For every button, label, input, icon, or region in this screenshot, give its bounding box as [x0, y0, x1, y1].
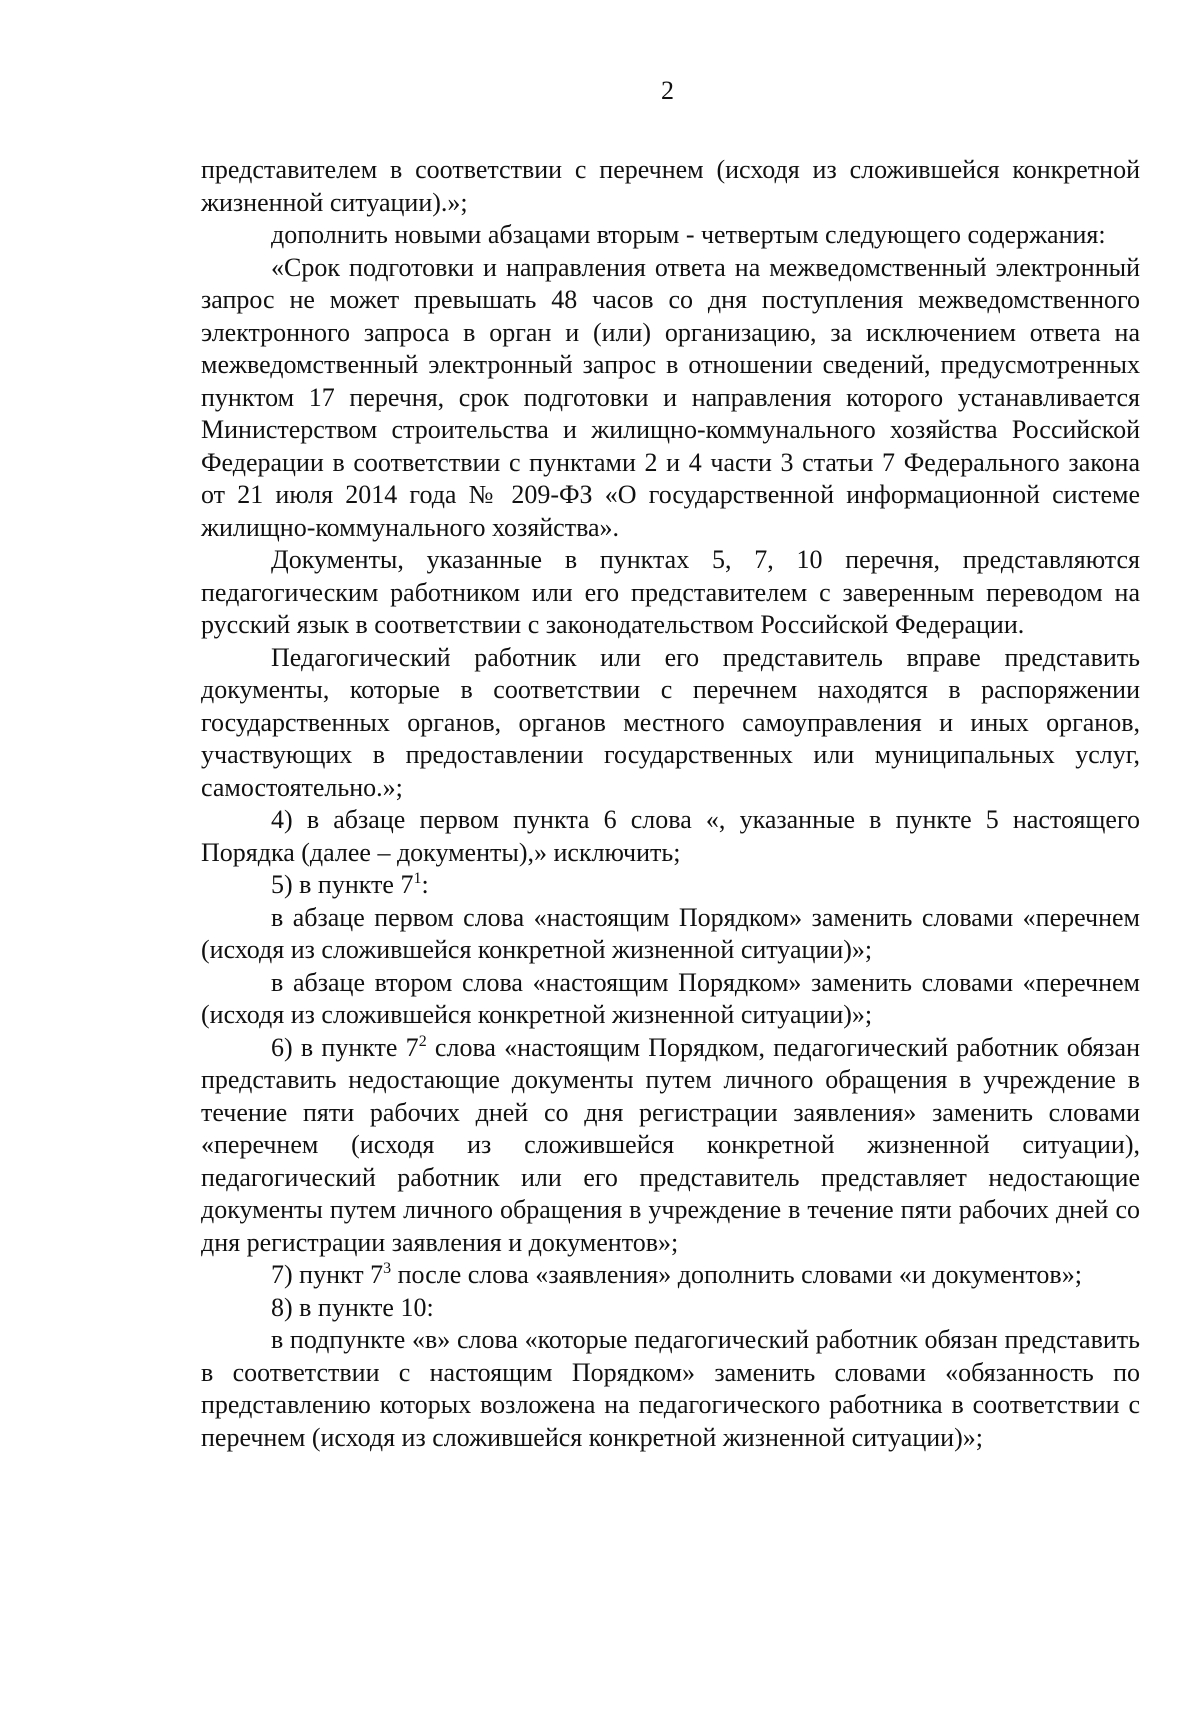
paragraph-item-8-v-text: в подпункте «в» слова «которые педагогический работник обязан представить в соответствии с настоящим Порядком» заменить словами «обязанность по представлению которых возложена на педагогического работника в соответствии с перечнем (исходя из сложившейся конкретной жизненной ситуации)»;	[201, 1325, 1140, 1452]
paragraph-item-8-v	[201, 1324, 1140, 1454]
paragraph-4	[201, 544, 1140, 642]
paragraph-item-5-superscript: 1	[413, 870, 422, 887]
paragraph-item-5-text-end: :	[421, 870, 429, 899]
paragraph-4-text: Документы, указанные в пунктах 5, 7, 10 перечня, представляются педагогическим работником или его представителем с заверенным переводом на русский язык в соответствии с законодательством Российской Федерации.	[201, 545, 1140, 639]
paragraph-item-5-b-text: в абзаце втором слова «настоящим Порядком» заменить словами «перечнем (исходя из сложившейся конкретной жизненной ситуации)»;	[201, 967, 1140, 1029]
paragraph-5-text: Педагогический работник или его представитель вправе представить документы, которые в соответствии с перечнем находятся в распоряжении государственных органов, органов местного самоуправления и иных органов, участвующих в предоставлении государственных или муниципальных услуг, самостоятельно.»;	[201, 642, 1140, 802]
paragraph-item-7	[201, 1259, 1140, 1292]
document-body	[201, 154, 1140, 1454]
paragraph-item-6-text-end: слова «настоящим Порядком, педагогический работник обязан представить недостающие документы путем личного обращения в учреждение в течение пяти рабочих дней со дня регистрации заявления» заменить словами «перечнем (исходя из сложившейся конкретной жизненной ситуации), педагогический работник или его представитель представляет недостающие документы путем личного обращения в учреждение в течение пяти рабочих дней со дня регистрации заявления и документов»;	[201, 1032, 1140, 1257]
paragraph-item-5-a-text: в абзаце первом слова «настоящим Порядком» заменить словами «перечнем (исходя из сложившейся конкретной жизненной ситуации)»;	[201, 902, 1140, 964]
paragraph-3-quote	[201, 252, 1140, 545]
paragraph-item-7-superscript: 3	[383, 1260, 392, 1277]
paragraph-item-4	[201, 804, 1140, 869]
paragraph-item-6	[201, 1032, 1140, 1260]
paragraph-1	[201, 154, 1140, 219]
paragraph-item-8	[201, 1292, 1140, 1325]
paragraph-item-5-text-start: 5) в пункте 7	[271, 870, 414, 899]
paragraph-item-7-text-end: после слова «заявления» дополнить словами «и документов»;	[391, 1260, 1082, 1289]
page-number: 2	[661, 76, 674, 105]
paragraph-item-6-superscript: 2	[418, 1032, 427, 1050]
paragraph-3-text: «Срок подготовки и направления ответа на межведомственный электронный запрос не может превышать 48 часов со дня поступления межведомственного электронного запроса в орган и (или) организацию, за исключением ответа на межведомственный электронный запрос в отношении сведений, предусмотренных пунктом 17 перечня, срок подготовки и направления которого устанавливается Министерством строительства и жилищно-коммунального хозяйства Российской Федерации в соответствии с пунктами 2 и 4 части 3 статьи 7 Федерального закона от 21 июля 2014 года № 209-ФЗ «О государственной информационной системе жилищно-коммунального хозяйства».	[201, 252, 1140, 542]
paragraph-item-8-text: 8) в пункте 10:	[271, 1292, 434, 1322]
paragraph-item-5	[201, 869, 1140, 902]
paragraph-2-text: дополнить новыми абзацами вторым - четвертым следующего содержания:	[271, 220, 1106, 249]
paragraph-1-text: представителем в соответствии с перечнем (исходя из сложившейся конкретной жизненной ситуации).»;	[201, 155, 1140, 217]
paragraph-item-5-a	[201, 902, 1140, 967]
paragraph-2	[201, 219, 1140, 252]
paragraph-item-5-b	[201, 967, 1140, 1032]
paragraph-5	[201, 642, 1140, 805]
paragraph-item-4-text: 4) в абзаце первом пункта 6 слова «, указанные в пункте 5 настоящего Порядка (далее – документы),» исключить;	[201, 805, 1140, 867]
paragraph-item-7-text-start: 7) пункт 7	[271, 1260, 384, 1289]
paragraph-item-6-text-start: 6) в пункте 7	[271, 1032, 419, 1062]
